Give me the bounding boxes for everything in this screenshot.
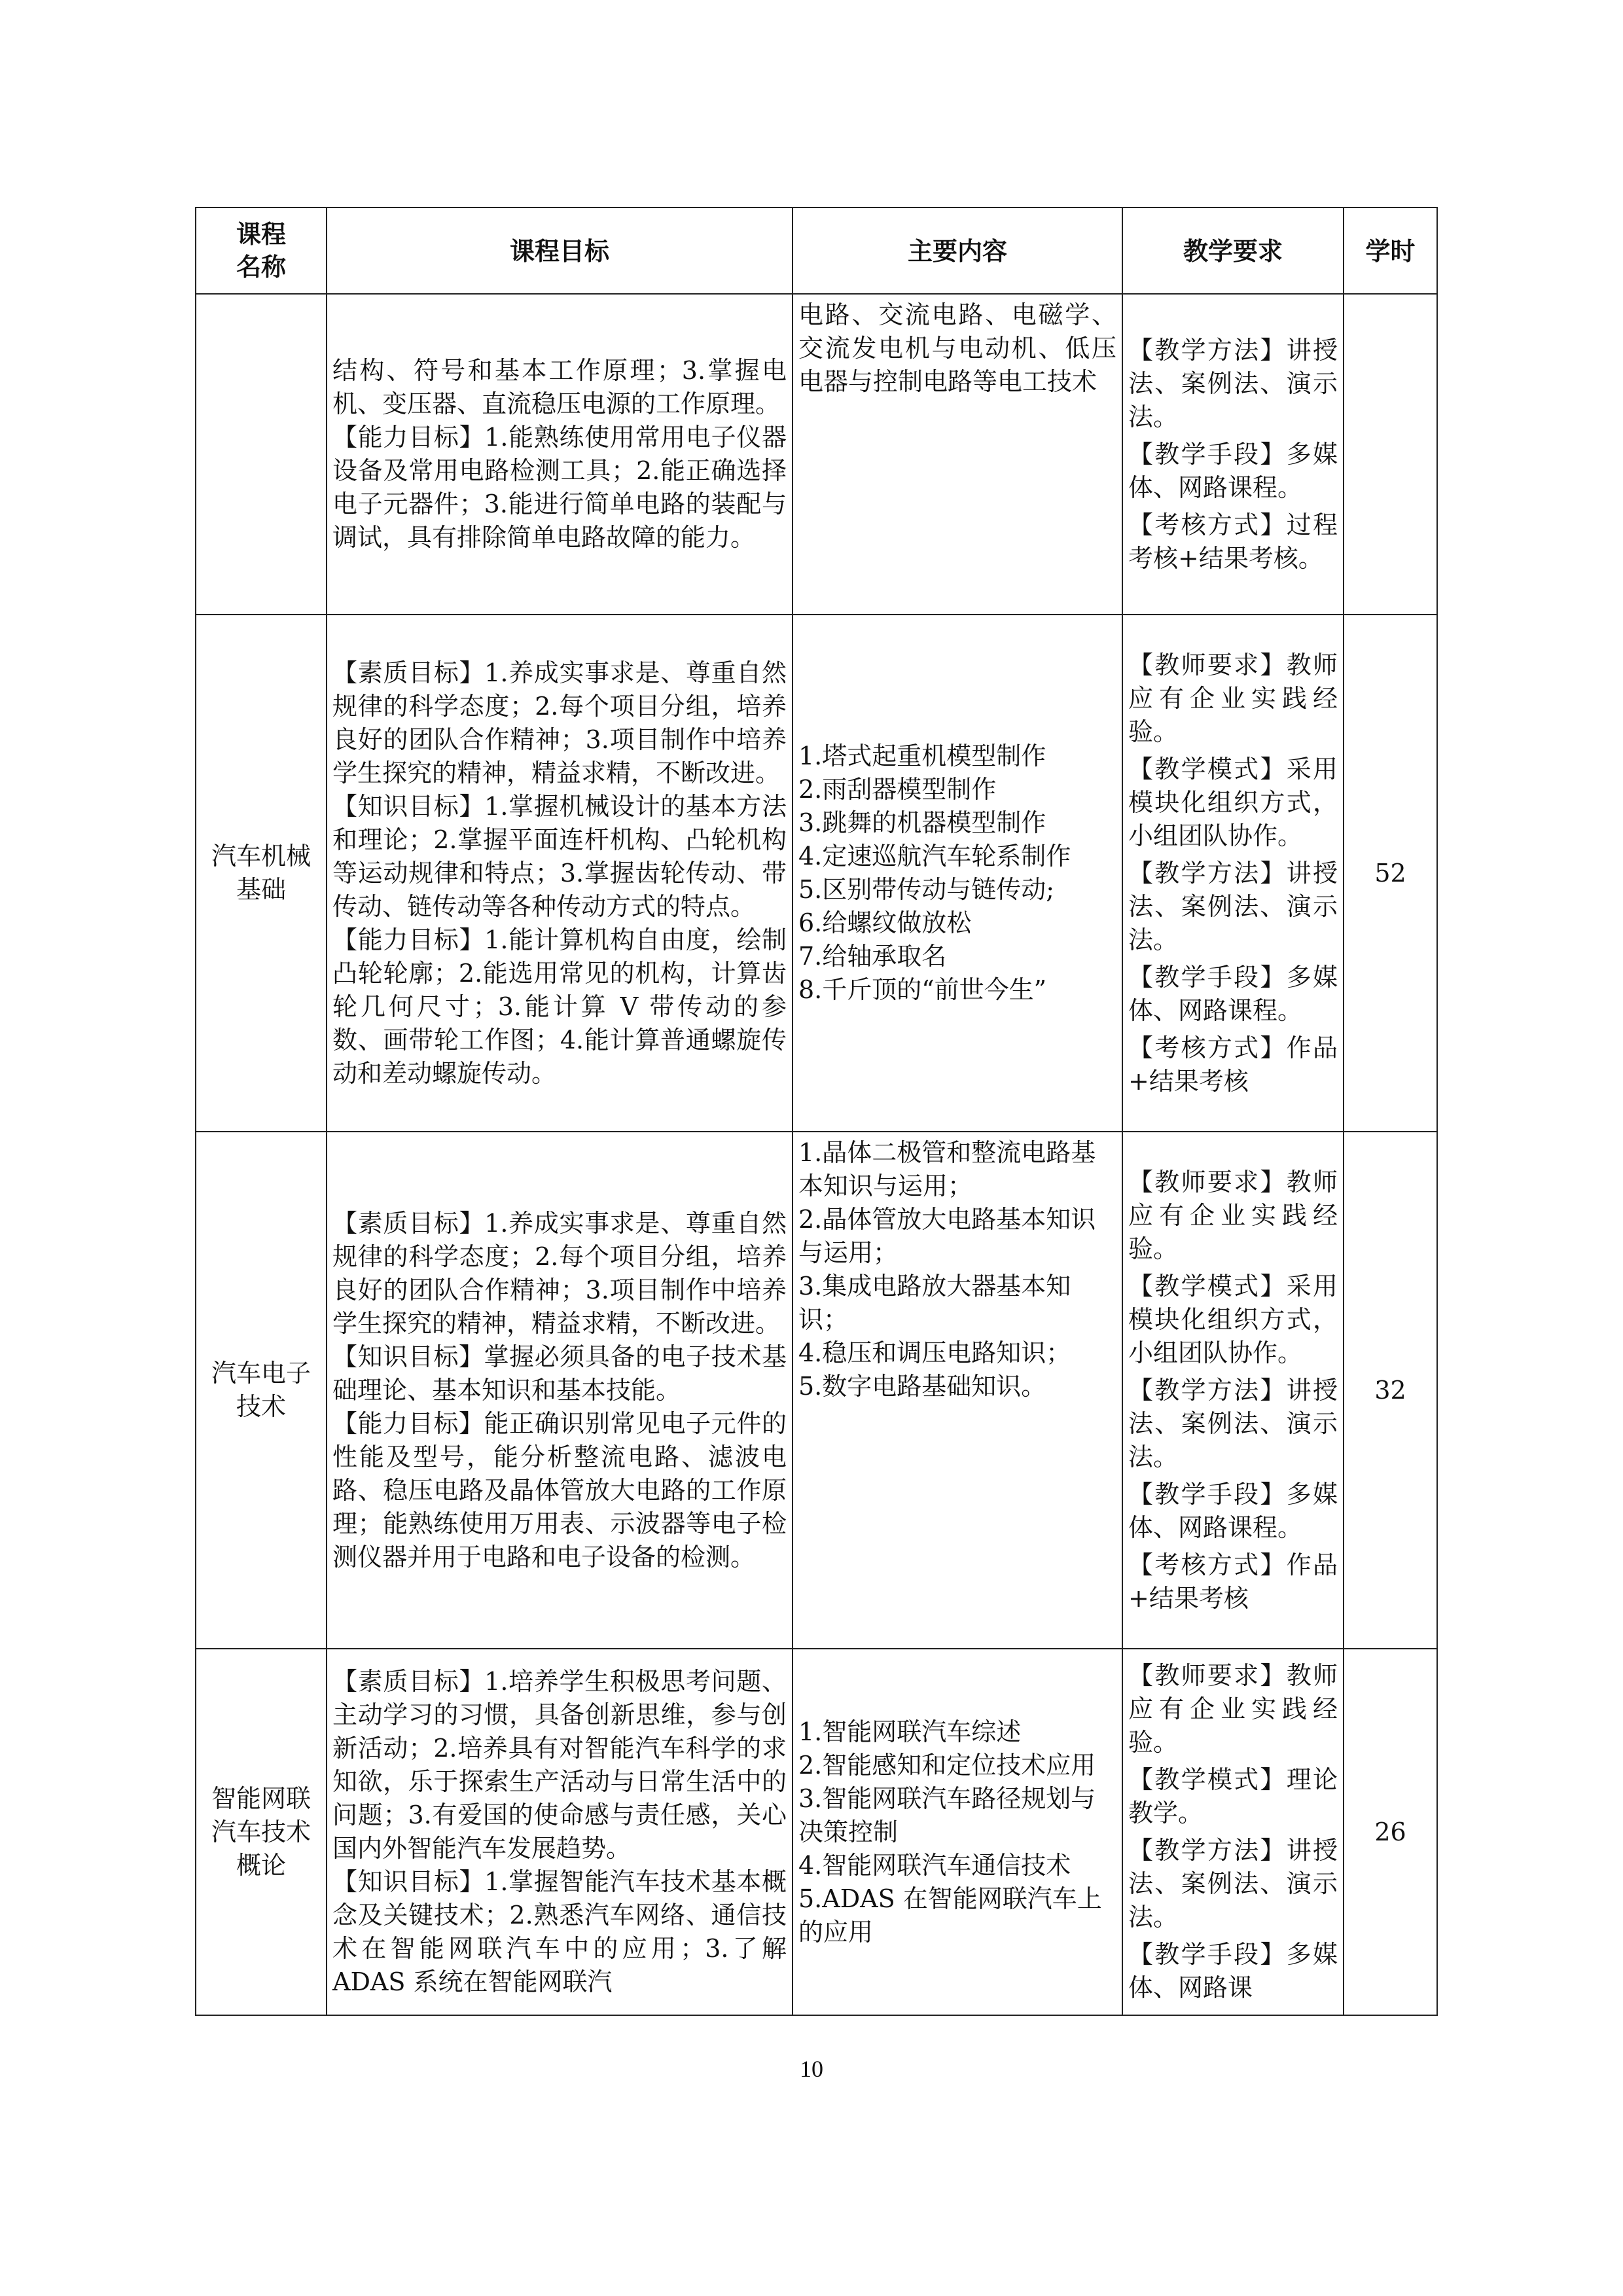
content-item: 1.晶体二极管和整流电路基本知识与运用； xyxy=(798,1138,1096,1200)
main-content-cell xyxy=(793,1649,1122,2015)
content-item: 电路、交流电路、电磁学、交流发电机与电动机、低压电器与控制电路等电工技术 xyxy=(798,300,1116,396)
goal-paragraph: 【知识目标】掌握必须具备的电子技术基础理论、基本知识和基本技能。 xyxy=(332,1342,787,1405)
goal-paragraph: 【能力目标】1.能计算机构自由度，绘制凸轮轮廓；2.能选用常见的机构，计算齿轮几何尺寸；3.能计算 V 带传动的参数、画带轮工作图；4.能计算普通螺旋传动和差动螺旋传动。 xyxy=(332,925,787,1088)
content-item: 4.定速巡航汽车轮系制作 xyxy=(798,842,1071,870)
header-teaching-requirement: 教学要求 xyxy=(1122,207,1344,294)
requirement-item: 【教学模式】理论教学。 xyxy=(1128,1765,1338,1827)
content-item: 1.智能网联汽车综述 xyxy=(798,1717,1022,1746)
content-item: 3.集成电路放大器基本知识； xyxy=(798,1272,1071,1334)
requirement-item: 【教学手段】多媒体、网路课 xyxy=(1128,1940,1338,2002)
teaching-requirement-cell xyxy=(1122,1132,1344,1649)
content-item: 5.数字电路基础知识。 xyxy=(798,1372,1046,1401)
requirement-item: 【教学方法】讲授法、案例法、演示法。 xyxy=(1128,1375,1338,1471)
goal-paragraph: 【知识目标】1.掌握智能汽车技术基本概念及关键技术；2.熟悉汽车网络、通信技术在智能网联汽车中的应用；3.了解 ADAS 系统在智能网联汽 xyxy=(332,1867,787,1996)
course-goal-cell xyxy=(327,1649,793,2015)
requirement-item: 【教学模式】采用模块化组织方式，小组团队协作。 xyxy=(1128,754,1338,850)
course-table xyxy=(195,207,1438,2016)
requirement-item: 【教师要求】教师应有企业实践经验。 xyxy=(1128,650,1338,746)
course-goal-cell xyxy=(327,294,793,615)
hours-cell: 32 xyxy=(1344,1132,1437,1649)
table-row xyxy=(196,1649,1437,2015)
content-item: 5.ADAS 在智能网联汽车上的应用 xyxy=(798,1884,1102,1946)
header-main-content: 主要内容 xyxy=(793,207,1122,294)
content-item: 8.千斤顶的“前世今生” xyxy=(798,975,1047,1004)
content-item: 1.塔式起重机模型制作 xyxy=(798,742,1046,770)
course-name-cell: 智能网联汽车技术概论 xyxy=(196,1649,327,2015)
main-content-cell xyxy=(793,615,1122,1132)
table-row xyxy=(196,294,1437,615)
hours-cell: 26 xyxy=(1344,1649,1437,2015)
requirement-item: 【教学手段】多媒体、网路课程。 xyxy=(1128,962,1338,1025)
table-row xyxy=(196,615,1437,1132)
requirement-item: 【考核方式】作品+结果考核 xyxy=(1128,1033,1338,1096)
content-item: 3.跳舞的机器模型制作 xyxy=(798,808,1046,837)
main-content-cell xyxy=(793,294,1122,615)
header-hours: 学时 xyxy=(1344,207,1437,294)
content-item: 4.稳压和调压电路知识； xyxy=(798,1338,1071,1367)
content-item: 2.智能感知和定位技术应用 xyxy=(798,1750,1096,1780)
goal-paragraph: 【能力目标】1.能熟练使用常用电子仪器设备及常用电路检测工具；2.能正确选择电子元器件；3.能进行简单电路的装配与调试，具有排除简单电路故障的能力。 xyxy=(332,423,787,552)
goal-paragraph: 【知识目标】1.掌握机械设计的基本方法和理论；2.掌握平面连杆机构、凸轮机构等运动规律和特点；3.掌握齿轮传动、带传动、链传动等各种传动方式的特点。 xyxy=(332,791,787,921)
content-item: 3.智能网联汽车路径规划与决策控制 xyxy=(798,1784,1096,1846)
goal-paragraph: 结构、符号和基本工作原理；3.掌握电机、变压器、直流稳压电源的工作原理。 xyxy=(332,356,787,418)
teaching-requirement-cell xyxy=(1122,615,1344,1132)
requirement-item: 【考核方式】作品+结果考核 xyxy=(1128,1550,1338,1613)
teaching-requirement-cell xyxy=(1122,294,1344,615)
content-item: 2.雨刮器模型制作 xyxy=(798,775,997,804)
content-item: 2.晶体管放大电路基本知识与运用； xyxy=(798,1205,1096,1267)
content-item: 5.区别带传动与链传动; xyxy=(798,875,1055,904)
requirement-item: 【教学方法】讲授法、案例法、演示法。 xyxy=(1128,858,1338,954)
teaching-requirement-cell xyxy=(1122,1649,1344,2015)
requirement-item: 【教学方法】讲授法、案例法、演示法。 xyxy=(1128,1836,1338,1931)
goal-paragraph: 【素质目标】1.养成实事求是、尊重自然规律的科学态度；2.每个项目分组，培养良好的团队合作精神；3.项目制作中培养学生探究的精神，精益求精，不断改进。 xyxy=(332,1208,787,1338)
hours-cell xyxy=(1344,294,1437,615)
header-course-name xyxy=(196,207,327,294)
requirement-item: 【教学手段】多媒体、网路课程。 xyxy=(1128,439,1338,502)
course-name-cell: 汽车机械基础 xyxy=(196,615,327,1132)
content-item: 7.给轴承取名 xyxy=(798,942,947,971)
goal-paragraph: 【素质目标】1.培养学生积极思考问题、主动学习的习惯，具备创新思维，参与创新活动；2.培养具有对智能汽车科学的求知欲，乐于探索生产活动与日常生活中的问题；3.有爱国的使命感与责任感，关心国内外智能汽车发展趋势。 xyxy=(332,1667,787,1863)
requirement-item: 【教师要求】教师应有企业实践经验。 xyxy=(1128,1167,1338,1263)
requirement-item: 【考核方式】过程考核+结果考核。 xyxy=(1128,510,1338,573)
main-content-cell xyxy=(793,1132,1122,1649)
course-name-cell: 汽车电子技术 xyxy=(196,1132,327,1649)
requirement-item: 【教学方法】讲授法、案例法、演示法。 xyxy=(1128,335,1338,431)
page-number: 10 xyxy=(800,2056,823,2082)
header-row xyxy=(196,207,1437,294)
header-course-goal: 课程目标 xyxy=(327,207,793,294)
course-goal-cell xyxy=(327,1132,793,1649)
table-row xyxy=(196,1132,1437,1649)
goal-paragraph: 【能力目标】能正确识别常见电子元件的性能及型号，能分析整流电路、滤波电路、稳压电路及晶体管放大电路的工作原理；能熟练使用万用表、示波器等电子检测仪器并用于电路和电子设备的检测。 xyxy=(332,1408,787,1571)
course-name-cell xyxy=(196,294,327,615)
content-item: 6.给螺纹做放松 xyxy=(798,908,972,937)
hours-cell: 52 xyxy=(1344,615,1437,1132)
header-course-name-text: 课程 名称 xyxy=(236,219,286,281)
course-goal-cell xyxy=(327,615,793,1132)
content-item: 4.智能网联汽车通信技术 xyxy=(798,1850,1071,1880)
goal-paragraph: 【素质目标】1.养成实事求是、尊重自然规律的科学态度；2.每个项目分组，培养良好的团队合作精神；3.项目制作中培养学生探究的精神，精益求精，不断改进。 xyxy=(332,658,787,787)
requirement-item: 【教学模式】采用模块化组织方式，小组团队协作。 xyxy=(1128,1271,1338,1367)
requirement-item: 【教师要求】教师应有企业实践经验。 xyxy=(1128,1661,1338,1757)
requirement-item: 【教学手段】多媒体、网路课程。 xyxy=(1128,1479,1338,1542)
